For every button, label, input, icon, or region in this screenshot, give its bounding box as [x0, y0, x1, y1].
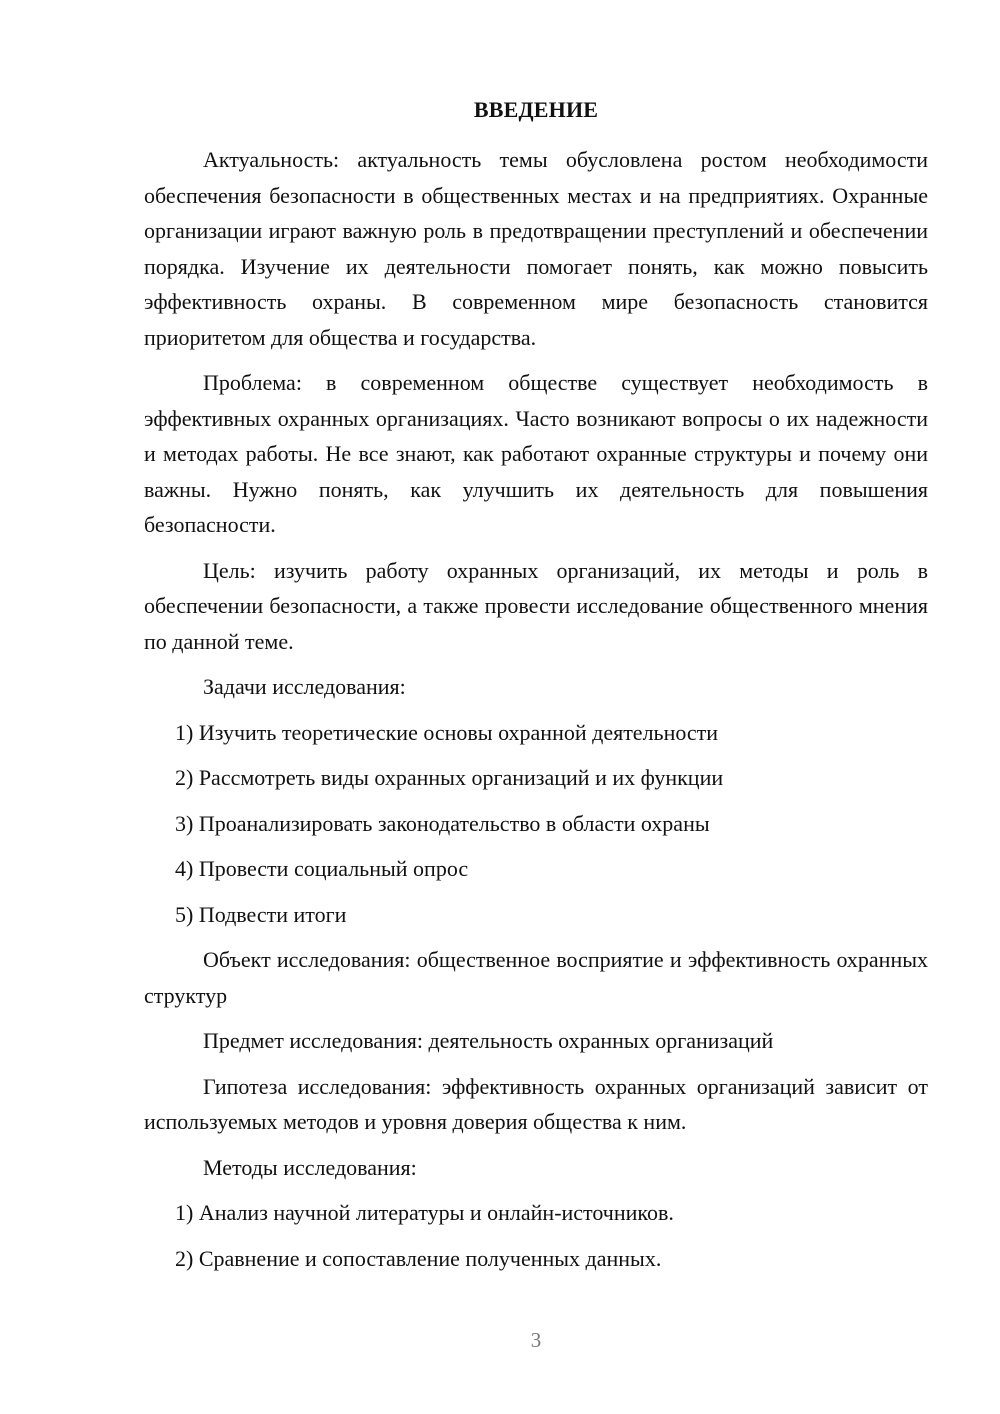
document-page — [144, 92, 928, 1286]
task-item: 3) Проанализировать законодательство в области охраны — [175, 810, 710, 836]
hypothesis-paragraph: Гипотеза исследования: эффективность охранных организаций зависит от используемых методов и уровня доверия общества к ним. — [144, 1073, 928, 1134]
task-item: 4) Провести социальный опрос — [175, 856, 469, 881]
problem-paragraph: Проблема: в современном обществе существует необходимость в эффективных охранных организациях. Часто возникают вопросы о их надежности и методах работы. Не все знают, как работают охранные структуры и почему они важны. Нужно понять, как улучшить их деятельность для повышения безопасности. — [144, 370, 928, 537]
subject-paragraph: Предмет исследования: деятельность охранных организаций — [203, 1028, 774, 1053]
task-item: 1) Изучить теоретические основы охранной деятельности — [175, 719, 719, 745]
object-paragraph: Объект исследования: общественное восприятие и эффективность охранных структур — [144, 947, 928, 1008]
page-number: 3 — [530, 1328, 542, 1352]
method-item: 1) Анализ научной литературы и онлайн-источников. — [175, 1200, 674, 1225]
methods-heading: Методы исследования: — [203, 1154, 417, 1180]
tasks-heading: Задачи исследования: — [203, 674, 406, 699]
relevance-paragraph: Актуальность: актуальность темы обусловлена ростом необходимости обеспечения безопасности в общественных местах и на предприятиях. Охранные организации играют важную роль в предотвращении преступлений и обеспечении порядка. Изучение их деятельности помогает понять, как можно повысить эффективность охраны. В современном мире безопасность становится приоритетом для общества и государства. — [144, 147, 928, 350]
task-item: 2) Рассмотреть виды охранных организаций и их функции — [175, 765, 724, 790]
section-title: ВВЕДЕНИЕ — [473, 97, 599, 122]
method-item: 2) Сравнение и сопоставление полученных данных. — [175, 1245, 662, 1271]
task-item: 5) Подвести итоги — [175, 901, 347, 927]
goal-paragraph: Цель: изучить работу охранных организаций, их методы и роль в обеспечении безопасности, а также провести исследование общественного мнения по данной теме. — [144, 557, 928, 654]
